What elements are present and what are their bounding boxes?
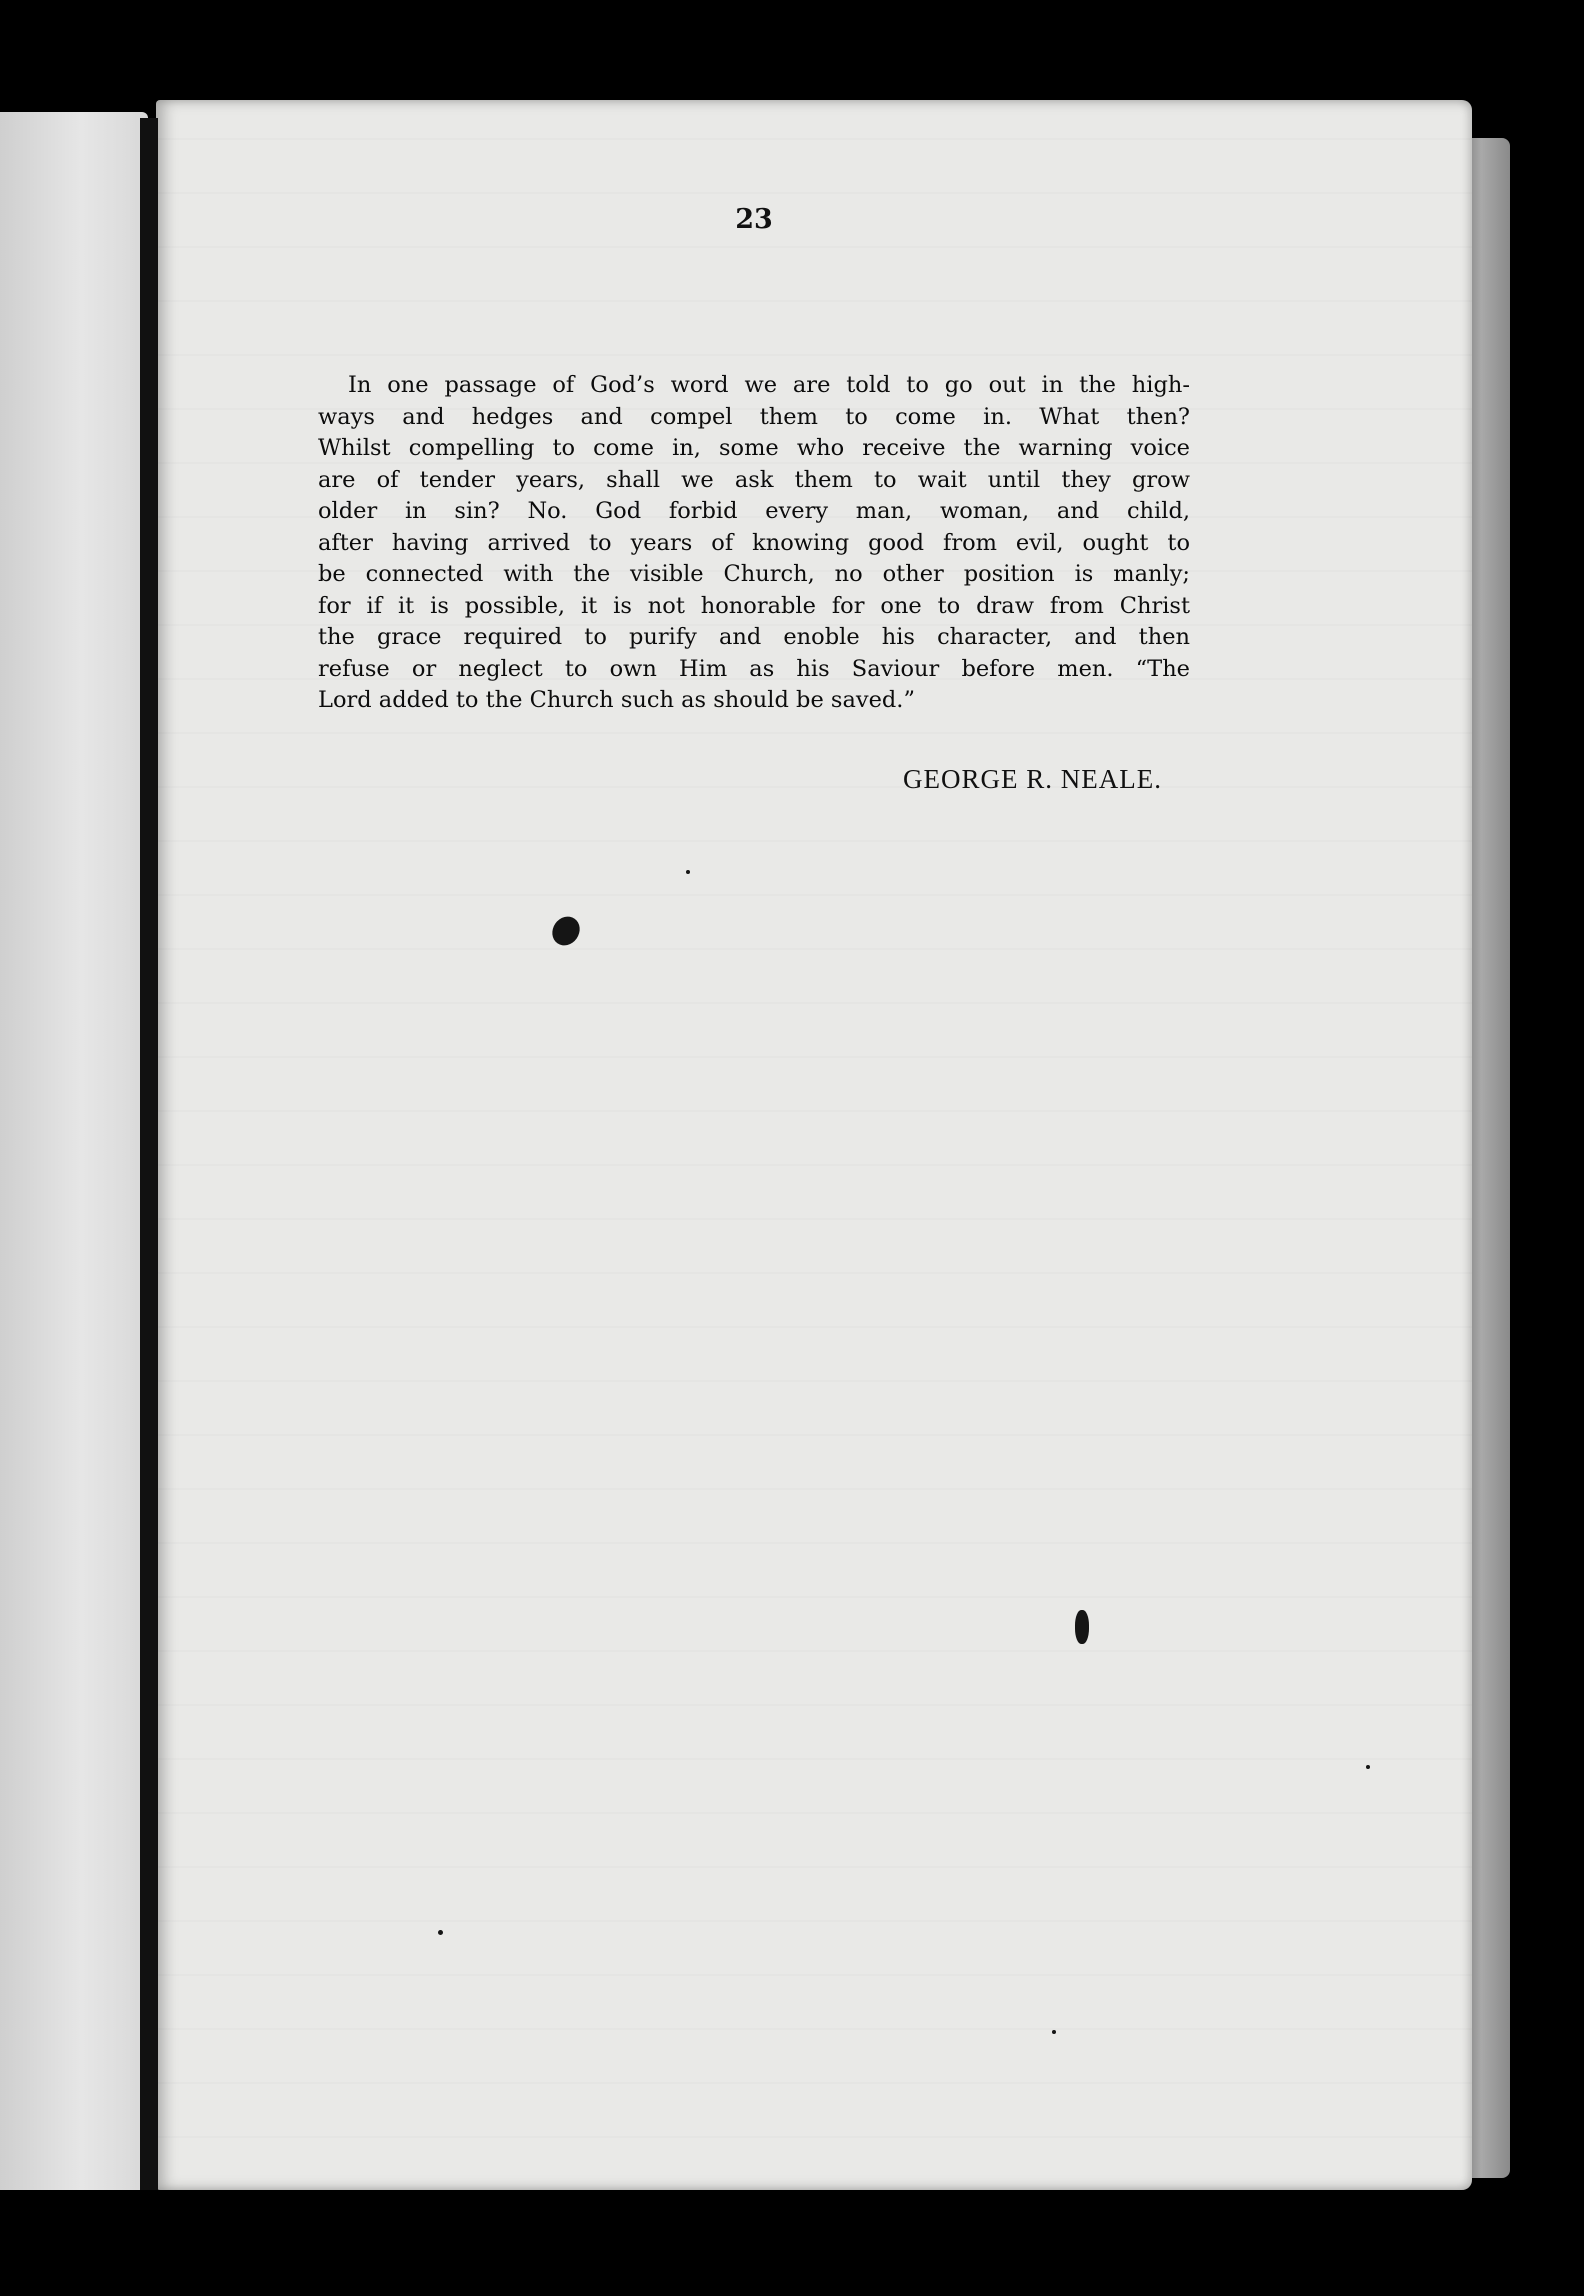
paragraph-line: for if it is possible, it is not honorable for one to draw from Christ [318,592,1190,619]
paragraph-line: refuse or neglect to own Him as his Saviour before men. “The [318,655,1190,682]
paragraph-line: are of tender years, shall we ask them to wait until they grow [318,466,1190,493]
paragraph-line: Whilst compelling to come in, some who receive the warning voice [318,435,1190,461]
ink-blot [1075,1610,1089,1644]
paragraph-line: In one passage of God’s word we are told to go out in the high- [348,372,1190,398]
paragraph-line: after having arrived to years of knowing good from evil, ought to [318,529,1190,556]
author-signature: GEORGE R. NEALE. [903,764,1162,794]
ink-speck [1052,2030,1056,2034]
ink-speck [686,870,690,874]
ink-speck [438,1930,443,1935]
body-paragraph [318,370,1190,717]
paragraph-line: older in sin? No. God forbid every man, woman, and child, [318,498,1190,524]
facing-page-edge [0,112,148,2190]
paragraph-line: be connected with the visible Church, no other position is manly; [318,561,1190,587]
book-spine-gutter [140,118,158,2190]
paragraph-line: Lord added to the Church such as should be saved.” [318,687,915,713]
paragraph-line: the grace required to purify and enoble his character, and then [318,624,1190,650]
page-number: 23 [735,204,773,235]
ink-speck [1366,1765,1370,1769]
paragraph-line: ways and hedges and compel them to come in. What then? [318,403,1190,430]
